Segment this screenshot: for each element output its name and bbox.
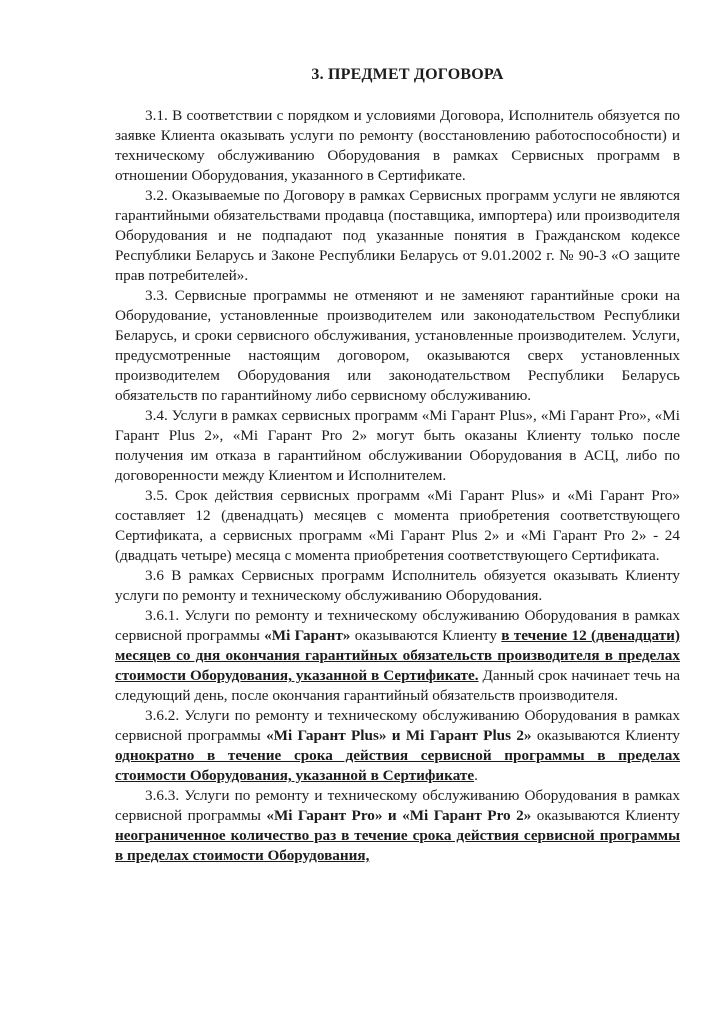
program-name: «Mi Гарант» <box>264 627 351 644</box>
section-title: 3. ПРЕДМЕТ ДОГОВОРА <box>311 66 504 83</box>
paragraph-3-2: 3.2. Оказываемые по Договору в рамках Сервисных программ услуги не являются гарантийными обязательствами продавца (поставщика, импортера) или производителя Оборудования и не подпадают под указанные понятия в Гражданском кодексе Республики Беларусь и Законе Республики Беларусь от 9.01.2002 г. № 90-З «О защите прав потребителей». <box>115 187 680 284</box>
emphasized-term: однократно в течение срока действия сервисной программы в пределах стоимости Оборудования, указанной в Сертификате <box>115 747 680 784</box>
paragraph-text: Данный срок начинает течь на следующий день, после окончания гарантийный обязательств производителя. <box>115 667 680 704</box>
paragraph-text: 3.6.3. Услуги по ремонту и техническому обслуживанию Оборудования в рамках сервисной программы <box>115 787 680 824</box>
paragraph-3-6-2 <box>115 706 680 786</box>
paragraph-3-4: 3.4. Услуги в рамках сервисных программ «Mi Гарант Plus», «Mi Гарант Pro», «Mi Гарант Plus 2», «Mi Гарант Pro 2» могут быть оказаны Клиенту только после получения им отказа в гарантийном обслуживании Оборудования в АСЦ, либо по договоренности между Клиентом и Исполнителем. <box>115 407 680 484</box>
program-name: «Mi Гарант Pro» и «Mi Гарант Pro 2» <box>266 807 532 824</box>
paragraph-text: . <box>474 767 478 784</box>
paragraph-text: 3.6.2. Услуги по ремонту и техническому обслуживанию Оборудования в рамках сервисной программы <box>115 707 680 744</box>
paragraph-text: оказываются Клиенту <box>531 727 680 744</box>
paragraph-3-6-1 <box>115 606 680 706</box>
paragraph-3-5: 3.5. Срок действия сервисных программ «Mi Гарант Plus» и «Mi Гарант Pro» составляет 12 (двенадцать) месяцев с момента приобретения соответствующего Сертификата, а сервисных программ «Mi Гарант Plus 2» и «Mi Гарант Pro 2» - 24 (двадцать четыре) месяца с момента приобретения соответствующего Сертификата. <box>115 487 680 564</box>
paragraph-3-6-3 <box>115 786 680 866</box>
program-name: «Mi Гарант Plus» и Mi Гарант Plus 2» <box>266 727 532 744</box>
paragraph-3-1: 3.1. В соответствии с порядком и условиями Договора, Исполнитель обязуется по заявке Клиента оказывать услуги по ремонту (восстановлению работоспособности) и техническому обслуживанию Оборудования в рамках Сервисных программ в отношении Оборудования, указанного в Сертификате. <box>115 107 680 184</box>
paragraph-3-6: 3.6 В рамках Сервисных программ Исполнитель обязуется оказывать Клиенту услуги по ремонту и техническому обслуживанию Оборудования. <box>115 567 680 604</box>
emphasized-term: неограниченное количество раз в течение срока действия сервисной программы в пределах стоимости Оборудования, <box>115 827 680 864</box>
paragraph-text: оказываются Клиенту <box>531 807 680 824</box>
emphasized-term: в течение 12 (двенадцати) месяцев со дня окончания гарантийных обязательств производителя в пределах стоимости Оборудования, указанной в Сертификате. <box>115 627 680 684</box>
paragraph-text: оказываются Клиенту <box>350 627 502 644</box>
paragraph-text: 3.6.1. Услуги по ремонту и техническому обслуживанию Оборудования в рамках сервисной программы <box>115 607 680 644</box>
paragraph-3-3: 3.3. Сервисные программы не отменяют и не заменяют гарантийные сроки на Оборудование, установленные производителем или законодательством Республики Беларусь, и сроки сервисного обслуживания, установленные производителем. Услуги, предусмотренные настоящим договором, оказываются сверх установленных производителем Оборудования или законодательством Республики Беларусь обязательств по гарантийному либо сервисному обслуживанию. <box>115 287 680 404</box>
